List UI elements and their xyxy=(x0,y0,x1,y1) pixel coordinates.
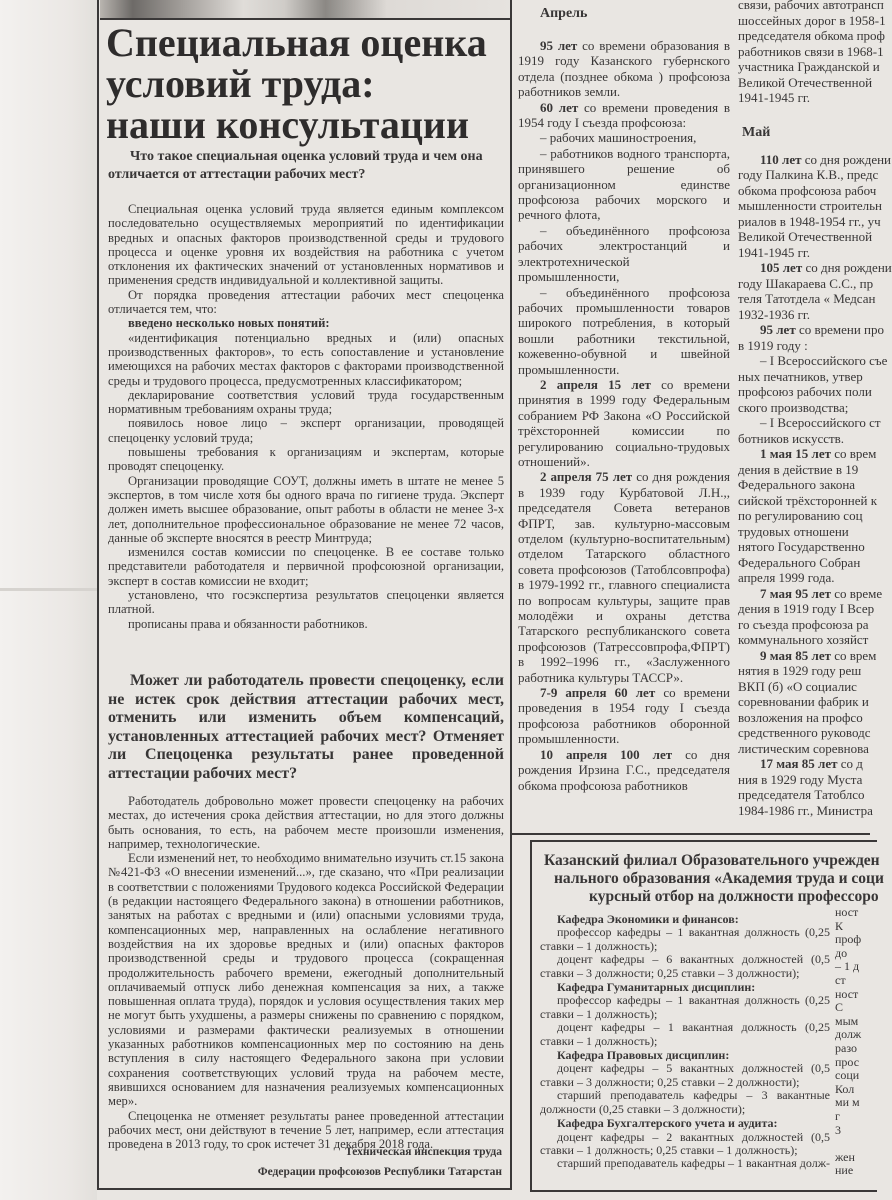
line-text: – I Всероссийского съе xyxy=(760,353,888,368)
bold-lead: 105 лет xyxy=(760,260,803,275)
bold-lead: Кафедра Бухгалтерского учета и аудита: xyxy=(557,1116,778,1131)
paragraph-text: со времени проведения в 1954 году I съезда профсоюза работников оборонной промышленности. xyxy=(518,685,730,747)
text-line xyxy=(738,213,881,230)
section-heading xyxy=(540,981,830,994)
text-line xyxy=(738,338,878,354)
text-line xyxy=(738,787,878,803)
text-line: ност xyxy=(835,986,859,1001)
text-line: К xyxy=(835,918,844,933)
text-line: 1941-1945 гг. xyxy=(738,90,811,105)
signature-line: Федерации профсоюзов Республики Татарстан xyxy=(257,1166,502,1178)
line-text: мышленности строительн xyxy=(738,198,883,213)
line-text: со дня рождени xyxy=(801,151,892,167)
text-line xyxy=(738,353,888,369)
article-border-left xyxy=(97,0,99,1190)
text-line xyxy=(738,198,883,214)
title-line: наши консультации xyxy=(106,102,470,147)
right-top-lines xyxy=(738,0,886,106)
line-text: соревновании фабрик и xyxy=(738,694,869,709)
line-text: коммунального хозяйст xyxy=(738,632,869,647)
line-text: трудовых отношени xyxy=(738,523,849,539)
line-text: ВКП (б) «О социалис xyxy=(738,678,857,694)
text-line: ми м xyxy=(835,1095,860,1110)
paragraph xyxy=(108,1109,504,1152)
paragraph xyxy=(540,953,830,980)
paragraph xyxy=(108,545,504,588)
paragraph-text: Организации проводящие СОУТ, должны иметь в штате не менее 5 экспертов, в том числе хотя бы одного врача по гигиене труда. Эксперт должен иметь высшее образование, опыт работы в области не менее 3-х лет, дополнительное профессиональное образование не менее 72 часов, данные об эксперте вносятся в реестр Минтруда; xyxy=(108,473,504,545)
text-line xyxy=(738,524,878,540)
paragraph xyxy=(518,223,730,285)
line-text: сийской трёхсторонней к xyxy=(738,492,878,508)
paragraph-text: повышены требования к организациям и экспертам, которые проводят спецоценку. xyxy=(108,445,504,474)
paragraph-text: со времени образования в 1919 году Казанского губернского отдела (позднее обкома ) профсоюза работников земли. xyxy=(518,38,730,100)
text-line: жен xyxy=(835,1149,855,1164)
text-line: Великой Отечественной xyxy=(738,74,873,90)
line-text: листическим соревнова xyxy=(738,740,869,756)
text-line xyxy=(738,756,878,772)
text-line xyxy=(738,431,878,447)
paragraph xyxy=(108,474,504,545)
paragraph-text: доцент кафедры – 2 вакантных должностей (0,5 ставки – 1 должность; 0,25 ставки – 1 должность); xyxy=(540,1129,830,1157)
paragraph xyxy=(108,331,504,388)
text-line xyxy=(738,462,878,478)
bold-lead: Кафедра Гуманитарных дисциплин: xyxy=(557,980,756,995)
paragraph-text: со дня рождения в 1939 году Курбатовой Л.Н.,, председателя Совета ветеранов ФПРТ, зав. культурно-массовым отделом (культурно-воспитательным) отделом Татарского областного совета профсоюзов (Татоблсовпрофа) в 1979-1992 гг., главного специалиста по вопросам культуры, защите прав молодёжи и охраны детства Татарского республиканского совета профсоюзов (Татрессовпрофа,ФПРТ) в 1992–1996 гг., «Заслуженного работника культуры ТАССР». xyxy=(518,469,730,685)
text-line: разо xyxy=(835,1040,857,1055)
paragraph-text: Специальная оценка условий труда является единым комплексом последовательно осуществляемых мероприятий по идентификации вредных и опасных факторов производственной среды и трудового процесса и оценке уровня их воздействия на работника с учетом отклонения их фактических значений от установленных нормативов и применения средств индивидуальной и коллективной защиты. xyxy=(108,202,504,288)
paragraph xyxy=(518,747,730,793)
section-heading xyxy=(540,1117,830,1130)
title-line: Казанский филиал Образовательного учрежден xyxy=(544,852,880,869)
article-border-bottom xyxy=(97,1188,512,1190)
paragraph xyxy=(108,588,504,617)
line-text: по регулированию соц xyxy=(738,508,863,523)
text-line xyxy=(738,307,878,323)
text-line: ние xyxy=(835,1163,854,1178)
paragraph-text: старший преподаватель кафедры – 1 вакантная долж- xyxy=(557,1156,830,1171)
announcement-box xyxy=(530,840,884,1192)
text-line: Кол xyxy=(835,1081,855,1096)
paragraph-text: профессор кафедры – 1 вакантная должность (0,25 ставки – 1 должность); xyxy=(540,925,830,953)
line-text: со времени про xyxy=(795,322,884,337)
line-text: дения в действие в 19 xyxy=(738,461,859,477)
text-line: ност xyxy=(835,905,859,919)
bold-lead: 1 мая 15 лет xyxy=(760,446,831,461)
text-line xyxy=(738,415,881,431)
announcement-title xyxy=(532,852,892,906)
line-text: ния в 1929 году Муста xyxy=(738,771,863,787)
bold-lead: 9 мая 85 лет xyxy=(760,647,831,663)
paragraph xyxy=(540,1131,830,1158)
text-line xyxy=(738,384,878,400)
line-text: нятого Государственно xyxy=(738,539,865,554)
paragraph xyxy=(108,388,504,417)
bold-lead: 110 лет xyxy=(760,151,802,167)
paragraph-text: декларирование соответствия условий труда государственным нормативным требованиям охраны труда; xyxy=(108,387,504,417)
line-text: го съезда профсоюза ра xyxy=(738,616,869,632)
line-text: со врем xyxy=(831,647,877,663)
line-text: средственного руководс xyxy=(738,725,871,740)
text-line: соци xyxy=(835,1068,860,1083)
paragraph xyxy=(518,146,730,223)
paragraph-text: профессор кафедры – 1 вакантная должность (0,25 ставки – 1 должность); xyxy=(540,993,830,1021)
paragraph-text: старший преподаватель кафедры – 3 вакантные должности (0,25 ставки – 3 должности); xyxy=(540,1088,830,1116)
month-heading-april: Апрель xyxy=(540,6,588,21)
line-text: со време xyxy=(831,585,883,601)
spacer xyxy=(738,106,878,118)
paragraph xyxy=(108,202,504,288)
text-line: С xyxy=(835,1000,844,1015)
text-line xyxy=(738,446,878,462)
text-line xyxy=(738,710,878,726)
text-line xyxy=(738,725,878,741)
text-line xyxy=(738,539,878,555)
paragraph xyxy=(108,617,504,631)
line-text: в 1919 году : xyxy=(738,337,808,353)
paragraph xyxy=(540,1089,830,1116)
paragraph-text: «идентификация потенциально вредных и (или) опасных производственных факторов», то есть сопоставление и установление имеющихся на рабочих местах факторов с факторами производственной среды и трудового процесса, предусмотренных классификатором; xyxy=(108,330,504,388)
line-text: году Шакараева С.С., пр xyxy=(738,275,874,291)
section-heading xyxy=(540,1049,830,1062)
text-line: прос xyxy=(835,1054,860,1069)
text-line: связи, рабочих автотрансп xyxy=(738,0,884,12)
paragraph-text: доцент кафедры – 5 вакантных должностей (0,5 ставки – 3 должности; 0,25 ставки – 2 должности); xyxy=(540,1061,830,1089)
line-text: Великой Отечественной xyxy=(738,229,873,244)
column-divider xyxy=(510,0,512,1190)
bold-lead: 7-9 апреля 60 лет xyxy=(540,685,656,701)
paragraph-text: – рабочих машиностроения, xyxy=(540,130,697,146)
text-line: мым xyxy=(835,1013,859,1028)
text-line xyxy=(738,694,878,710)
paragraph-text: изменился состав комиссии по спецоценке. В ее составе только представители работодателя и первичной профсоюзной организации, эксперт в состав комиссии не входит; xyxy=(108,545,504,588)
text-line: участника Гражданской и xyxy=(738,59,880,74)
paragraph xyxy=(540,1062,830,1089)
paragraph-text: От порядка проведения аттестации рабочих мест спецоценка отличается тем, что: xyxy=(108,287,504,317)
calendar-april-column xyxy=(518,0,730,822)
text-line: – 1 д xyxy=(835,959,860,974)
line-text: – I Всероссийского ст xyxy=(760,415,881,430)
paragraph xyxy=(108,288,504,317)
bold-lead: Кафедра Экономики и финансов: xyxy=(557,912,739,926)
text-line xyxy=(738,679,878,695)
text-line xyxy=(738,260,892,276)
text-line xyxy=(738,803,878,819)
text-line xyxy=(738,648,878,664)
text-line xyxy=(738,245,878,261)
line-text: со дня рождени xyxy=(802,260,892,275)
text-line: проф xyxy=(835,932,862,947)
paragraph xyxy=(518,685,730,747)
text-line xyxy=(738,276,878,292)
text-line: работников связи в 1968-1 xyxy=(738,43,884,59)
text-line xyxy=(738,570,878,586)
paragraph-text: установлено, что госэкспертиза результатов спецоценки является платной. xyxy=(108,588,504,617)
month-heading-may: Май xyxy=(742,124,771,140)
paragraph xyxy=(518,285,730,377)
line-text: возложения на профсо xyxy=(738,709,863,725)
article-body-2 xyxy=(108,794,504,1151)
text-line xyxy=(738,508,878,524)
text-line xyxy=(738,741,878,757)
signature-line: Техническая инспекция труда xyxy=(345,1146,502,1158)
paragraph xyxy=(518,469,730,685)
paragraph-text: со времени проведения в 1954 году I съезда профсоюза: xyxy=(518,99,730,131)
paragraph-text: со дня рождения Ирзина Г.С., председателя обкома профсоюза работников xyxy=(518,746,730,793)
text-line: ст xyxy=(835,972,846,987)
paragraph xyxy=(540,1021,830,1048)
line-text: теля Татотдела « Медсан xyxy=(738,291,876,306)
line-text: апреля 1999 года. xyxy=(738,570,835,585)
may-entries xyxy=(738,151,892,819)
text-line xyxy=(738,555,878,571)
line-text: Федерального Собран xyxy=(738,554,861,570)
bold-lead: 60 лет xyxy=(540,99,579,115)
section-divider xyxy=(512,833,870,835)
text-line xyxy=(835,1137,885,1151)
text-line xyxy=(738,617,878,633)
section-heading xyxy=(108,316,504,330)
question-heading-1: Что такое специальная оценка условий труда и чем она отличается от аттестации рабочих мест? xyxy=(108,149,483,182)
paragraph xyxy=(540,994,830,1021)
text-line xyxy=(738,477,878,493)
text-line xyxy=(738,151,892,168)
paragraph-text: Если изменений нет, то необходимо внимательно изучить ст.15 закона №421-ФЗ «О внесении изменений...», где сказано, что «При реализации в соответствии с положениями Трудового кодекса Российской Федерации (в редакции настоящего Федерального закона) в отношении работников, занятых на работах с вредными и (или) опасными условиями труда, компенсационных мер, направленных на ослабление негативного воздействия на их здоровье вредных и (или) опасных факторов производственной среды и трудового процесса (сокращенная продолжительность рабочего времени, ежегодный дополнительный оплачиваемый отпуск либо денежная компенсация за них, а также повышенная оплата труда), порядок и условия осуществления таких мер не могут быть ухудшены, а размеры снижены по сравнению с порядком, условиями и размерами фактически реализуемых в отношении указанных работников компенсационных мер по состоянию на день вступления в силу настоящего Федерального закона при условии сохранения соответствующих условий труда на рабочем месте, явившихся основанием для назначения реализуемых компенсационных мер». xyxy=(108,851,504,1109)
title-line: условий труда: xyxy=(106,61,375,106)
paragraph-text: Спецоценка не отменяет результаты ранее проведенной аттестации рабочих мест, они действуют в течение 5 лет, например, если аттестация проведена в 2013 году, то срок истечет 31 декабря 2018 года. xyxy=(108,1108,504,1152)
paragraph-text: Работодатель добровольно может провести спецоценку на рабочих местах, до истечения срока действия аттестации, но для этого должны быть основания, то есть, на рабочем месте произошли изменения, например, технологические. xyxy=(108,794,504,851)
department-list xyxy=(540,912,830,1171)
line-text: Федерального закона xyxy=(738,477,856,492)
page-margin xyxy=(0,0,97,1200)
bold-lead: 2 апреля 15 лет xyxy=(540,376,651,392)
text-line xyxy=(738,291,878,307)
line-text: ботников искусств. xyxy=(738,430,845,446)
paragraph xyxy=(518,130,730,145)
paragraph xyxy=(518,377,730,469)
text-line xyxy=(738,663,878,679)
bold-lead: введено несколько новых понятий: xyxy=(128,316,330,331)
text-line xyxy=(738,585,883,602)
line-text: обкома профсоюза рабоч xyxy=(738,182,877,198)
line-text: профсоюз рабочих поли xyxy=(738,384,872,399)
paragraph xyxy=(518,38,730,100)
line-text: 1984-1986 гг., Министра xyxy=(738,802,873,818)
paragraph-text: прописаны права и обязанности работников. xyxy=(128,616,368,631)
line-text: ных печатников, утвер xyxy=(738,368,863,384)
text-line: 3 xyxy=(835,1122,841,1137)
title-line: Специальная оценка xyxy=(106,20,487,65)
text-line xyxy=(738,400,878,416)
text-line xyxy=(738,772,878,788)
line-text: нятия в 1929 году реш xyxy=(738,663,862,678)
paragraph-text: – объединённого профсоюза рабочих электростанций и электротехнической промышленности, xyxy=(518,222,730,285)
line-text: 1941-1945 гг. xyxy=(738,244,811,260)
bold-lead: 7 мая 95 лет xyxy=(760,585,831,601)
paragraph xyxy=(540,926,830,953)
april-entries xyxy=(518,38,730,793)
paragraph-text: со времени принятия в 1999 году Федеральным собранием РФ Закона «О Российской трёхсторонней комиссии по регулированию социально-трудовых отношений». xyxy=(518,376,730,469)
paragraph xyxy=(108,794,504,851)
text-line xyxy=(738,632,878,648)
question-heading-2: Может ли работодатель провести спецоценку, если не истек срок действия аттестации рабочих мест, отменить или изменить объем компенсаций, установленных аттестацией рабочих мест? Отменяет ли Спецоценка результаты ранее проведенной аттестации рабочих мест? xyxy=(108,672,504,782)
photo-strip xyxy=(100,0,510,20)
text-line: г xyxy=(835,1108,840,1123)
text-line xyxy=(738,229,878,245)
bold-lead: 2 апреля 75 лет xyxy=(540,469,633,485)
bold-lead: Кафедра Правовых дисциплин: xyxy=(557,1048,730,1063)
section-heading xyxy=(540,913,830,926)
second-column-fragments xyxy=(835,906,885,1178)
article-title xyxy=(106,22,511,145)
text-line: до xyxy=(835,945,848,960)
paragraph-text: появилось новое лицо – эксперт организации, проводящей спецоценку условий труда; xyxy=(108,416,504,445)
paragraph xyxy=(108,445,504,474)
text-line xyxy=(738,167,878,183)
text-line xyxy=(738,601,878,617)
line-text: со врем xyxy=(831,446,877,461)
text-line: шоссейных дорог в 1958-1 xyxy=(738,12,886,28)
bold-lead: 95 лет xyxy=(540,38,578,53)
paragraph xyxy=(518,100,730,131)
paragraph xyxy=(108,416,504,445)
text-line xyxy=(738,369,878,385)
text-line xyxy=(738,322,884,338)
line-text: риалов в 1948-1954 гг., уч xyxy=(738,213,881,229)
text-line xyxy=(738,493,878,509)
title-line: нального образования «Академия труда и соци xyxy=(554,870,884,887)
line-text: со д xyxy=(837,756,863,771)
article-body-1 xyxy=(108,202,504,631)
line-text: дения в 1919 году I Всер xyxy=(738,601,875,616)
line-text: ского производства; xyxy=(738,399,849,415)
bold-lead: 95 лет xyxy=(760,322,796,337)
calendar-may-column xyxy=(738,0,892,818)
paragraph-text: – работников водного транспорта, принявшего решение об организационном единстве профсоюза рабочих морского и речного флота, xyxy=(518,145,730,223)
paragraph-text: – объединённого профсоюза рабочих промышленности товаров широкого потребления, в который вошли работники текстильной, кожевенно-обувной и швейной промышленности. xyxy=(518,284,730,377)
paper-fold xyxy=(0,588,97,591)
paragraph-text: доцент кафедры – 1 вакантная должность (0,25 ставки – 1 должность); xyxy=(540,1020,830,1048)
text-line: долж xyxy=(835,1027,862,1042)
line-text: году Палкина К.В., предс xyxy=(738,167,879,182)
paragraph xyxy=(108,851,504,1108)
paragraph xyxy=(540,1157,830,1170)
line-text: 1932-1936 гг. xyxy=(738,306,811,322)
paragraph-text: доцент кафедры – 6 вакантных должностей (0,5 ставки – 3 должности; 0,25 ставки – 3 должности); xyxy=(540,952,830,980)
text-line xyxy=(738,183,878,199)
title-line: курсный отбор на должности профессоро xyxy=(589,888,879,905)
line-text: председателя Татоблсо xyxy=(738,787,865,802)
bold-lead: 10 апреля 100 лет xyxy=(540,746,673,762)
text-line: председателя обкома проф xyxy=(738,28,885,43)
bold-lead: 17 мая 85 лет xyxy=(760,756,838,771)
